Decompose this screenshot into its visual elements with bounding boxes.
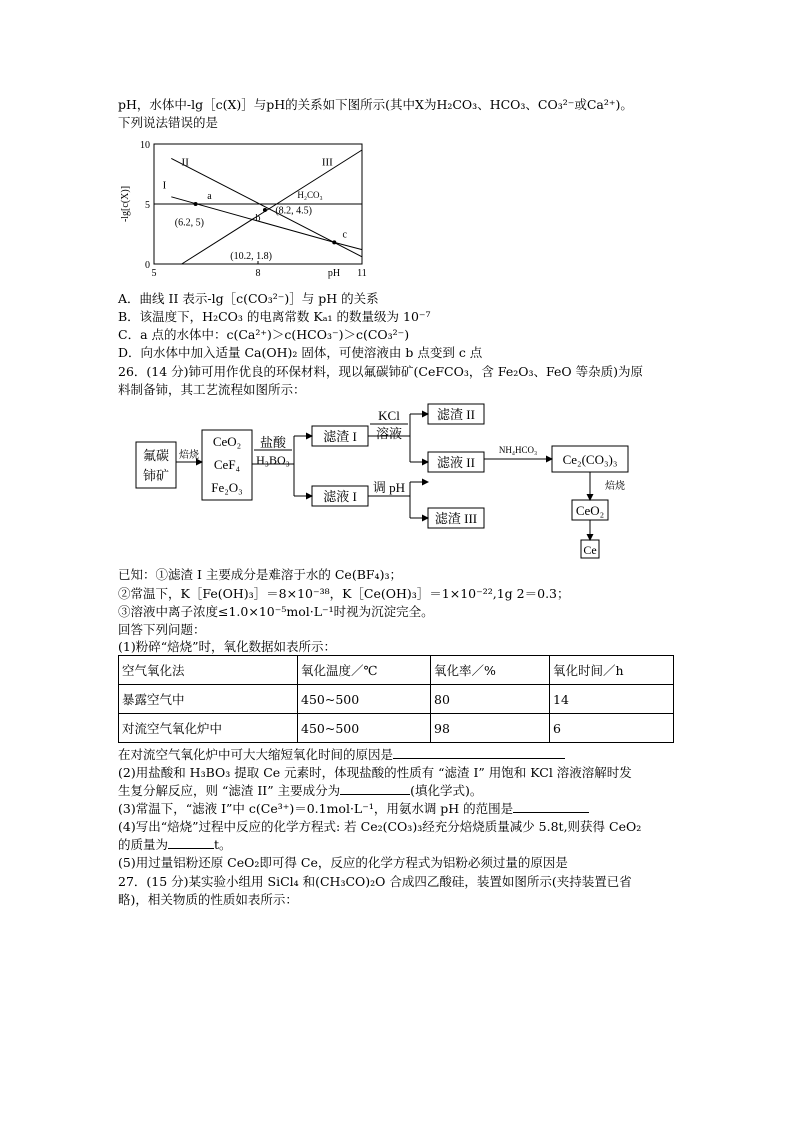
- annotation-coords: (8.2, 4.5): [275, 205, 313, 217]
- annotation-point: [263, 208, 267, 212]
- mix-3: Fe₂O₃: [211, 480, 243, 495]
- answer-blank-4[interactable]: [168, 836, 214, 849]
- table-cell: 14: [550, 685, 674, 714]
- answer-blank-1[interactable]: [393, 746, 565, 759]
- y-tick-label: 0: [145, 260, 150, 271]
- answer-blank-2[interactable]: [340, 782, 410, 795]
- option-b: B．该温度下，H₂CO₃ 的电离常数 Kₐ₁ 的数量级为 10⁻⁷: [118, 309, 431, 324]
- roast-label: 焙烧: [179, 450, 199, 461]
- mix-1: CeO₂: [212, 434, 242, 449]
- x-tick-label: 8: [255, 268, 261, 279]
- residue1-label: 滤渣 I: [323, 429, 357, 444]
- table-cell: 80: [431, 685, 550, 714]
- kcl-bottom: 溶液: [375, 426, 403, 441]
- annotation-point: [332, 240, 336, 244]
- q26-part-3: [118, 800, 589, 817]
- annotation-letter: c: [342, 229, 347, 241]
- q26-part-4b-pre: 的质量为: [118, 837, 169, 852]
- annotation-letter: b: [255, 212, 261, 224]
- option-a: A．曲线 II 表示-lg［c(CO₃²⁻)］与 pH 的关系: [118, 291, 379, 306]
- annotation-letter: a: [207, 191, 212, 203]
- q26-line-2: 料制备铈，其工艺流程如图所示：: [118, 382, 306, 397]
- q26-part-2b-post: (填化学式)。: [410, 783, 483, 798]
- q26-part-1b: [118, 746, 565, 763]
- answer-intro: 回答下列问题：: [118, 622, 206, 637]
- table-header: 氧化温度／℃: [298, 656, 431, 685]
- ceo2-label: CeO₂: [575, 503, 605, 518]
- process-flow-diagram: [130, 400, 640, 565]
- table-row: [119, 685, 674, 714]
- known-2: ②常温下，K［Fe(OH)₃］＝8×10⁻³⁸，K［Ce(OH)₃］＝1×10⁻²²,1g 2＝0.3；: [118, 586, 570, 601]
- q27-line-2: 略)，相关物质的性质如表所示：: [118, 892, 298, 907]
- option-c: C．a 点的水体中：c(Ca²⁺)＞c(HCO₃⁻)＞c(CO₃²⁻): [118, 327, 410, 342]
- q26-part-5: (5)用过量铝粉还原 CeO₂即可得 Ce，反应的化学方程式为铝粉必须过量的原因是: [118, 855, 568, 870]
- curve-label: H₂CO₃: [297, 190, 323, 200]
- q26-part-2b-pre: 生复分解反应，则 “滤渣 II” 主要成分为: [118, 783, 341, 798]
- table-cell: 6: [550, 714, 674, 743]
- table-header-row: [119, 656, 674, 685]
- oxidation-table: [118, 655, 674, 743]
- q26-part-4b: [118, 836, 232, 853]
- carbonate-label: Ce₂(CO₃)₃: [562, 452, 618, 467]
- table-cell: 暴露空气中: [119, 685, 298, 714]
- table-cell: 450~500: [298, 685, 431, 714]
- ore-top: 氟碳: [142, 448, 170, 463]
- nh4hco3-label: NH₄HCO₃: [498, 445, 538, 455]
- table-header: 氧化时间／h: [550, 656, 674, 685]
- x-axis-label: pH: [327, 268, 341, 279]
- y-axis-label: -lg[c(X)]: [120, 185, 131, 223]
- mix-2: CeF₄: [213, 457, 241, 472]
- q26-part-2a: (2)用盐酸和 H₃BO₃ 提取 Ce 元素时，体现盐酸的性质有 “滤渣 I” 用饱和 KCl 溶液溶解时发: [118, 765, 632, 780]
- annotation-coords: (6.2, 5): [174, 217, 204, 229]
- adjust-ph: 调 pH: [372, 480, 406, 495]
- table-header: 氧化率／%: [431, 656, 550, 685]
- acid-top: 盐酸: [259, 435, 287, 450]
- annotation-coords: (10.2, 1.8): [230, 251, 272, 263]
- acid-bottom: H₃BO₃: [256, 453, 290, 467]
- table-cell: 对流空气氧化炉中: [119, 714, 298, 743]
- q26-part-3-text: (3)常温下，“滤液 I”中 c(Ce³⁺)＝0.1mol·L⁻¹，用氨水调 pH 的范围是: [118, 801, 514, 816]
- q27-line-1: 27．(15 分)某实验小组用 SiCl₄ 和(CH₃CO)₂O 合成四乙酸硅，装置如图所示(夹持装置已省: [118, 874, 632, 889]
- q26-part-4a: (4)写出“焙烧”过程中反应的化学方程式: 若 Ce₂(CO₃)₃经充分焙烧质量减少 5.8t,则获得 CeO₂: [118, 819, 642, 834]
- option-d: D．向水体中加入适量 Ca(OH)₂ 固体，可使溶液由 b 点变到 c 点: [118, 345, 483, 360]
- table-cell: 450~500: [298, 714, 431, 743]
- q26-part-4b-post: t。: [214, 837, 232, 852]
- intro-line-1: pH，水体中-lg［c(X)］与pH的关系如下图所示(其中X为H₂CO₃、HCO₃、CO₃²⁻或Ca²⁺)。: [118, 97, 633, 112]
- ore-bottom: 铈矿: [142, 468, 170, 483]
- annotation-point: [194, 202, 198, 206]
- y-tick-label: 10: [140, 140, 150, 151]
- y-tick-label: 5: [145, 200, 150, 211]
- residue3-label: 滤渣 III: [434, 511, 478, 526]
- known-1: 已知：①滤渣 I 主要成分是难溶于水的 Ce(BF₄)₃；: [118, 567, 402, 582]
- known-3: ③溶液中离子浓度≤1.0×10⁻⁵mol·L⁻¹时视为沉淀完全。: [118, 604, 434, 619]
- q26-part-1: (1)粉碎“焙烧”时，氧化数据如表所示：: [118, 639, 336, 654]
- answer-blank-3[interactable]: [513, 800, 589, 813]
- filtrate1-label: 滤液 I: [323, 489, 357, 504]
- x-tick-label: 11: [357, 268, 367, 279]
- curve-label: I: [162, 179, 167, 192]
- curve-label: III: [321, 156, 333, 169]
- roast2-label: 焙烧: [605, 481, 625, 492]
- intro-line-2: 下列说法错误的是: [118, 115, 219, 130]
- kcl-top: KCl: [378, 408, 400, 423]
- table-cell: 98: [431, 714, 550, 743]
- curve-label: II: [181, 156, 189, 169]
- ph-chart: [118, 134, 378, 284]
- q26-line-1: 26．(14 分)铈可用作优良的环保材料，现以氟碳铈矿(CeFCO₃，含 Fe₂O₃、FeO 等杂质)为原: [118, 364, 643, 379]
- ce-label: Ce: [583, 543, 597, 557]
- q26-part-2b: [118, 782, 482, 799]
- filtrate2-label: 滤液 II: [437, 455, 475, 470]
- x-tick-label: 5: [151, 268, 157, 279]
- table-row: [119, 714, 674, 743]
- q26-part-1b-text: 在对流空气氧化炉中可大大缩短氧化时间的原因是: [118, 747, 394, 762]
- residue2-label: 滤渣 II: [437, 407, 475, 422]
- table-header: 空气氧化法: [119, 656, 298, 685]
